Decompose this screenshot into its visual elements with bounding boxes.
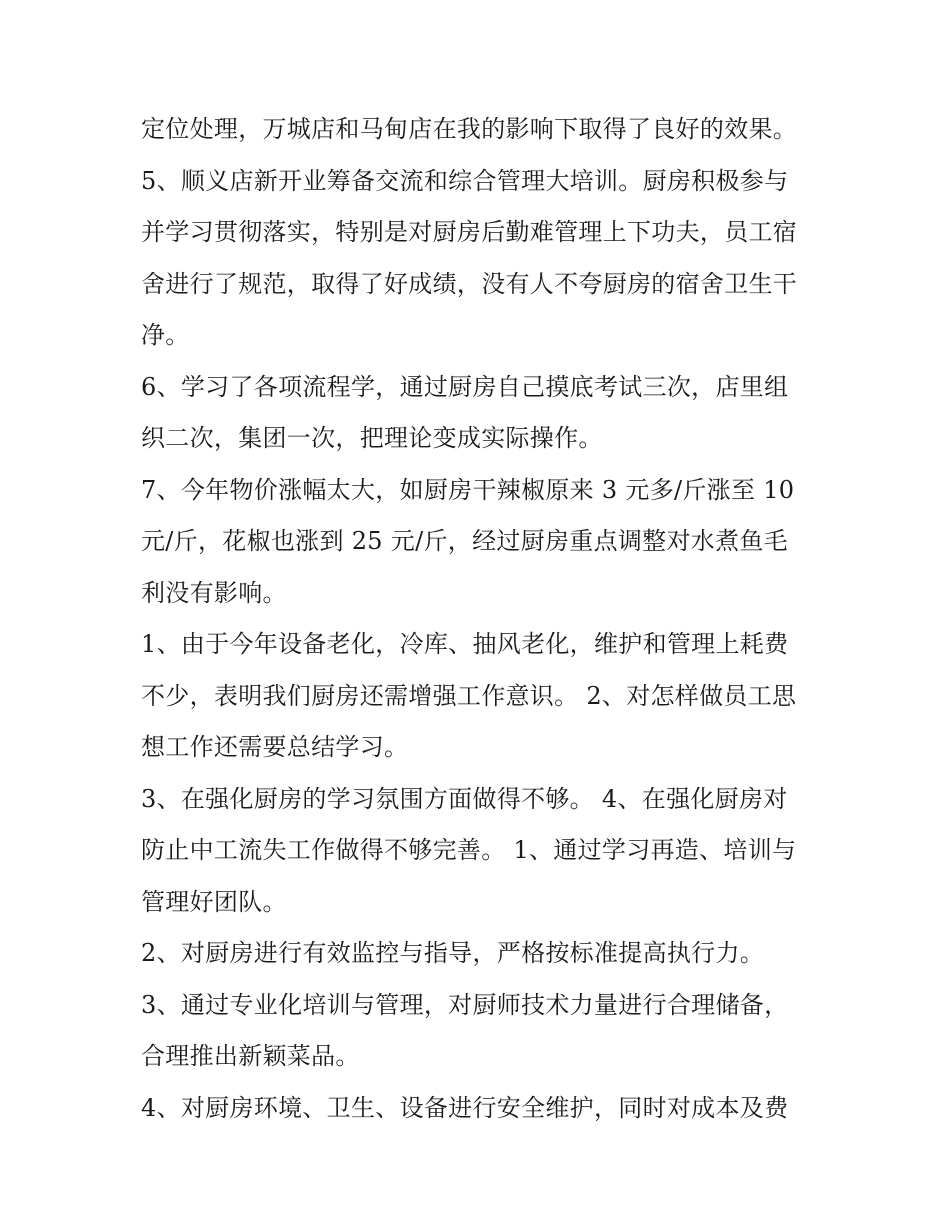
- text-line: 利没有影响。: [141, 578, 287, 607]
- text-line: 6、学习了各项流程学，通过厨房自己摸底考试三次，店里组: [141, 372, 789, 401]
- text-line: 并学习贯彻落实，特别是对厨房后勤难管理上下功夫，员工宿: [141, 218, 798, 246]
- text-line: 4、对厨房环境、卫生、设备进行安全维护，同时对成本及费: [141, 1093, 789, 1122]
- text-line: 想工作还需要总结学习。: [141, 733, 409, 761]
- text-line: 3、通过专业化培训与管理，对厨师技术力量进行合理储备，: [141, 990, 789, 1019]
- text-line: 1、由于今年设备老化，冷库、抽风老化，维护和管理上耗费: [141, 630, 789, 658]
- text-line: 元/斤，花椒也涨到 25 元/斤，经过厨房重点调整对水煮鱼毛: [141, 527, 788, 555]
- text-line: 织二次，集团一次，把理论变成实际操作。: [141, 424, 603, 452]
- text-line: 合理推出新颖菜品。: [141, 1042, 360, 1070]
- text-line: 舍进行了规范，取得了好成绩，没有人不夸厨房的宿舍卫生干: [141, 269, 798, 298]
- text-line: 防止中工流失工作做得不够完善。 1、通过学习再造、培训与: [141, 836, 797, 864]
- text-line: 净。: [141, 321, 190, 349]
- text-line: 3、在强化厨房的学习氛围方面做得不够。 4、在强化厨房对: [141, 784, 788, 813]
- text-line: 2、对厨房进行有效监控与指导，严格按标准提高执行力。: [141, 939, 765, 967]
- text-line: 定位处理，万城店和马甸店在我的影响下取得了良好的效果。: [141, 115, 798, 143]
- text-line: 管理好团队。: [141, 887, 287, 916]
- text-line: 7、今年物价涨幅太大，如厨房干辣椒原来 3 元多/斤涨至 10: [141, 475, 795, 504]
- text-line: 不少，表明我们厨房还需增强工作意识。 2、对怎样做员工思: [141, 681, 797, 710]
- document-body: [141, 104, 821, 1134]
- text-line: 5、顺义店新开业筹备交流和综合管理大培训。厨房积极参与: [141, 166, 789, 195]
